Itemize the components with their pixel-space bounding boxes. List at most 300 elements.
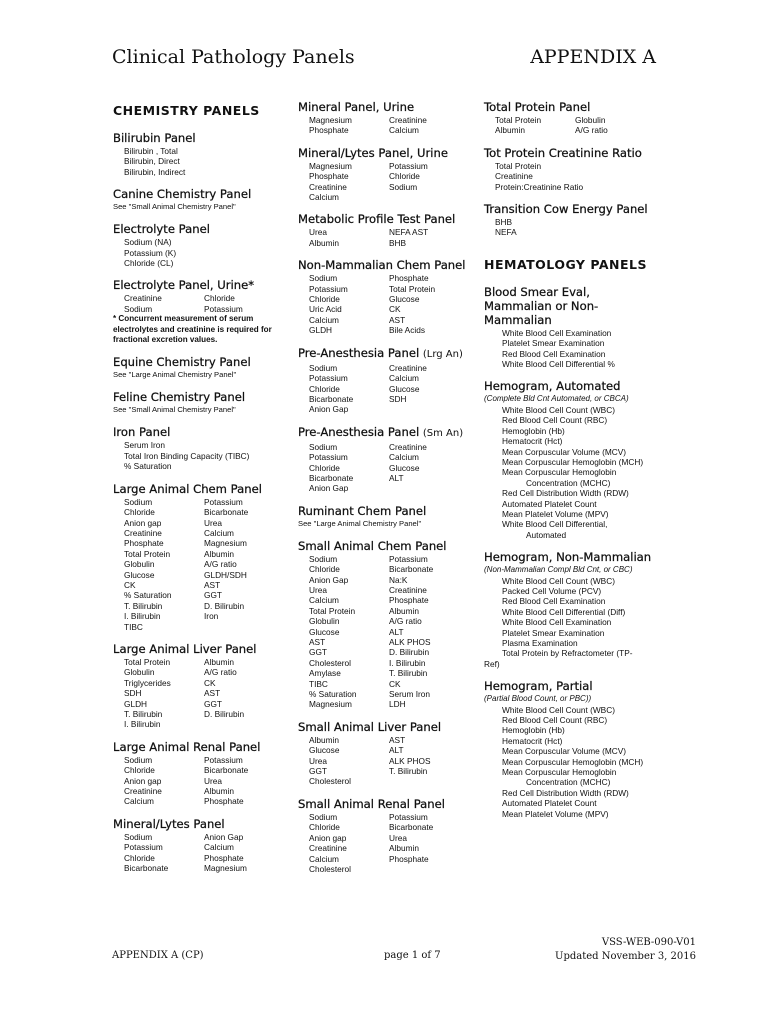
analyte: Albumin [309, 237, 339, 248]
analyte: Magnesium [204, 863, 247, 874]
panel-title [113, 817, 285, 831]
analyte: Hemoglobin (Hb) [502, 425, 565, 436]
analyte-row [309, 463, 474, 473]
analyte: Glucose [124, 569, 155, 580]
analyte: D. Bilirubin [204, 709, 245, 719]
analyte: Chloride [389, 171, 420, 182]
panel-section [298, 539, 474, 710]
panel-title [298, 504, 474, 518]
panel-title [113, 740, 285, 754]
analyte: Total Protein [389, 283, 436, 294]
analyte-row [124, 678, 285, 688]
analyte-row [309, 668, 474, 678]
panel-section [298, 504, 474, 529]
analyte: Mean Corpuscular Hemoglobin [502, 467, 617, 478]
analyte: Phosphate [309, 125, 349, 136]
analyte: AST [204, 688, 221, 699]
analyte: Concentration (MCHC) [526, 777, 611, 788]
analyte-row [309, 658, 474, 668]
analyte: Ref) [484, 658, 500, 669]
panel-section [113, 817, 285, 874]
analyte-grid [298, 273, 474, 335]
analyte-row [124, 719, 285, 729]
panel-section [113, 642, 285, 730]
analyte: Plasma Examination [502, 638, 578, 648]
analyte-row [309, 637, 474, 647]
panel-section [113, 131, 285, 177]
analyte [389, 404, 474, 414]
analyte: Sodium [309, 553, 338, 564]
analyte: GLDH [124, 698, 148, 709]
panel-section [484, 550, 660, 669]
analyte: Anion Gap [309, 483, 349, 494]
analyte: Creatinine [309, 181, 347, 192]
panel-title-text: Large Animal Liver Panel [113, 641, 257, 656]
panel-title [298, 100, 474, 114]
analyte: GGT [204, 698, 222, 709]
analyte-row [124, 304, 285, 314]
analyte: A/G ratio [204, 667, 237, 678]
analyte-row [124, 580, 285, 590]
analyte-grid [298, 161, 474, 203]
page-number: page 1 of 7 [384, 950, 441, 961]
analyte-row [309, 182, 474, 192]
analyte: Urea [309, 755, 327, 766]
analyte-row [124, 699, 285, 709]
analyte: ALT [389, 745, 404, 756]
panel-title [298, 146, 474, 160]
analyte-row [124, 842, 285, 852]
analyte-row [124, 528, 285, 538]
analyte: Calcium [309, 595, 339, 606]
analyte: GGT [309, 766, 327, 777]
analyte-row [495, 115, 660, 125]
panel-section [298, 425, 474, 494]
analyte-grid [298, 812, 474, 874]
analyte: Serum Iron [389, 689, 431, 700]
panel-section [113, 482, 285, 632]
analyte-list [484, 405, 660, 540]
analyte: AST [389, 314, 406, 325]
analyte: Potassium [309, 373, 348, 384]
analyte: Albumin [204, 656, 234, 667]
panel-subtitle: (Partial Blood Count, or PBC)) [484, 694, 592, 704]
analyte-row [309, 766, 474, 776]
analyte-row [124, 709, 285, 719]
analyte-row [124, 832, 285, 842]
panel-title [484, 379, 660, 393]
analyte: Cholesterol [309, 657, 351, 668]
analyte: Iron [204, 611, 219, 622]
analyte: Red Blood Cell Count (RBC) [502, 415, 608, 426]
panel-title [113, 222, 285, 236]
analyte: Chloride [204, 293, 235, 304]
panel-title-text: Bilirubin Panel [113, 131, 196, 145]
analyte: Glucose [309, 626, 340, 637]
analyte: White Blood Cell Differential % [502, 359, 615, 370]
analyte: CK [124, 579, 136, 590]
analyte: Potassium [204, 496, 243, 507]
panel-title-text: Small Animal Liver Panel [298, 719, 442, 734]
analyte: Creatinine [389, 362, 427, 373]
analyte: Uric Acid [309, 304, 342, 315]
analyte: Bicarbonate [309, 393, 354, 404]
panel-title [484, 285, 660, 327]
panel-title [113, 482, 285, 496]
analyte: Anion Gap [309, 574, 349, 585]
column-1 [113, 100, 285, 883]
analyte: I. Bilirubin [124, 611, 161, 622]
panel-section [298, 258, 474, 335]
panel-title [113, 425, 285, 439]
panel-title-text: Electrolyte Panel, Urine* [113, 278, 255, 293]
analyte: Potassium [309, 452, 348, 463]
analyte-row [309, 161, 474, 171]
analyte: AST [204, 579, 221, 590]
analyte-row [309, 315, 474, 325]
panel-section [113, 278, 285, 345]
panel-title-text: Hemogram, Non-Mammalian [484, 550, 652, 565]
analyte-row [309, 689, 474, 699]
analyte-grid [298, 554, 474, 710]
analyte: Chloride [309, 294, 340, 305]
analyte: Sodium [389, 181, 418, 192]
analyte: Protein:Creatinine Ratio [495, 181, 584, 192]
analyte-row [124, 549, 285, 559]
analyte: NEFA [495, 227, 517, 238]
analyte: Mean Corpuscular Hemoglobin [502, 767, 617, 778]
analyte: Calcium [309, 853, 339, 864]
panel-title-text: Tot Protein Creatinine Ratio [484, 145, 642, 160]
panel-subtitle: (Non-Mammalian Compl Bld Cnt, or CBC) [484, 565, 633, 575]
panel-title [298, 346, 474, 362]
analyte: Albumin [204, 548, 234, 559]
analyte [389, 483, 474, 493]
analyte-row [309, 284, 474, 294]
panel-subtitle: (Complete Bld Cnt Automated, or CBCA) [484, 394, 629, 404]
analyte: Potassium [309, 283, 348, 294]
analyte-grid [298, 442, 474, 494]
see-reference: See "Large Animal Chemistry Panel" [113, 370, 237, 380]
analyte: Platelet Smear Examination [502, 627, 605, 638]
analyte-row [124, 507, 285, 517]
analyte: Red Blood Cell Examination [502, 596, 606, 607]
analyte: Concentration (MCHC) [526, 477, 611, 488]
analyte: Phosphate [204, 796, 244, 807]
analyte: CK [204, 677, 216, 688]
panel-title-text: Electrolyte Panel [113, 222, 210, 237]
analyte-row [309, 585, 474, 595]
analyte: Calcium [124, 796, 154, 807]
analyte: GGT [204, 590, 222, 601]
analyte: Cholesterol [309, 776, 351, 787]
analyte: Anion gap [124, 517, 162, 528]
panel-section [298, 146, 474, 203]
analyte-grid [298, 363, 474, 415]
panel-section [484, 100, 660, 136]
analyte: Mean Platelet Volume (MPV) [502, 508, 609, 519]
analyte-row [124, 559, 285, 569]
analyte: AST [309, 637, 326, 647]
analyte: Phosphate [389, 595, 429, 606]
analyte-row [309, 227, 474, 237]
analyte: Hemoglobin (Hb) [502, 725, 565, 736]
analyte: SDH [389, 393, 407, 404]
analyte: Platelet Smear Examination [502, 338, 605, 349]
panel-section [298, 100, 474, 136]
analyte: Phosphate [389, 853, 429, 864]
analyte: T. Bilirubin [389, 766, 428, 777]
analyte-row [124, 538, 285, 548]
analyte-row [124, 622, 285, 632]
document-code: VSS-WEB-090-V01 [601, 937, 696, 948]
analyte: Potassium [124, 842, 163, 853]
analyte: Chloride (CL) [124, 258, 174, 269]
analyte: Packed Cell Volume (PCV) [502, 585, 602, 596]
panel-title-text: Large Animal Chem Panel [113, 481, 262, 496]
analyte-row [309, 864, 474, 874]
analyte: Urea [204, 775, 222, 786]
analyte: Glucose [389, 383, 420, 394]
panel-title [484, 679, 660, 693]
analyte-row [309, 325, 474, 335]
panel-section [113, 222, 285, 268]
panel-title [298, 720, 474, 734]
panel-title-text: Non-Mammalian Chem Panel [298, 258, 466, 273]
analyte: Potassium [389, 811, 428, 822]
panel-section [484, 285, 660, 370]
analyte: Albumin [204, 786, 234, 797]
analyte: % Saturation [309, 689, 357, 700]
analyte-row [124, 518, 285, 528]
analyte: Calcium [309, 192, 339, 203]
analyte: ALK PHOS [389, 637, 431, 647]
analyte-row [309, 394, 474, 404]
analyte: ALK PHOS [389, 755, 431, 766]
analyte: Chloride [124, 852, 155, 863]
analyte: Chloride [124, 765, 155, 776]
analyte-row [309, 404, 474, 414]
panel-title-text: Canine Chemistry Panel [113, 187, 252, 202]
analyte-grid [113, 832, 285, 874]
analyte: Creatinine [495, 171, 533, 182]
analyte: Cholesterol [309, 863, 351, 874]
analyte: TIBC [309, 678, 328, 689]
analyte: Glucose [389, 294, 420, 305]
panel-title [298, 539, 474, 553]
analyte: Urea [389, 832, 407, 843]
analyte-row [124, 497, 285, 507]
analyte: Total Protein [495, 115, 542, 125]
analyte-row [309, 575, 474, 585]
analyte: A/G ratio [575, 125, 608, 136]
see-reference: See "Small Animal Chemistry Panel" [113, 405, 236, 415]
analyte-row [309, 294, 474, 304]
analyte: Red Blood Cell Examination [502, 348, 606, 359]
analyte: Potassium [204, 754, 243, 765]
analyte: Creatinine [124, 293, 162, 304]
analyte: Sodium (NA) [124, 237, 172, 248]
analyte: Glucose [389, 462, 420, 473]
panel-title [113, 131, 285, 145]
panel-title-text: Metabolic Profile Test Panel [298, 212, 456, 227]
analyte-row [309, 384, 474, 394]
panel-section [113, 187, 285, 212]
updated-date: Updated November 3, 2016 [555, 951, 696, 962]
analyte: Globulin [309, 616, 340, 627]
analyte-row [124, 796, 285, 806]
analyte: Potassium [389, 160, 428, 171]
panel-title-text: Hemogram, Automated [484, 379, 621, 394]
analyte [389, 864, 474, 874]
analyte: Sodium [309, 362, 338, 373]
analyte-row [309, 373, 474, 383]
analyte-grid [113, 755, 285, 807]
analyte-row [309, 171, 474, 181]
analyte: Bicarbonate [389, 564, 434, 575]
analyte: Calcium [309, 314, 339, 325]
analyte-row [124, 853, 285, 863]
analyte: Bilirubin, Direct [124, 156, 180, 167]
analyte: Sodium [309, 441, 338, 452]
category-heading-text: CHEMISTRY PANELS [113, 103, 260, 118]
analyte: Albumin [495, 125, 525, 136]
analyte-row [309, 452, 474, 462]
panel-section [298, 346, 474, 415]
analyte: Bicarbonate [204, 507, 249, 518]
see-reference: See "Small Animal Chemistry Panel" [113, 202, 236, 212]
analyte: Calcium [389, 125, 419, 136]
document-title: Clinical Pathology Panels [112, 46, 355, 68]
analyte: Chloride [309, 564, 340, 575]
analyte: Chloride [309, 383, 340, 394]
analyte: Hematocrit (Hct) [502, 436, 563, 447]
analyte: Red Blood Cell Count (RBC) [502, 715, 608, 726]
panel-title-suffix: (Lrg An) [422, 348, 463, 360]
analyte: Glucose [309, 745, 340, 756]
analyte: Chloride [309, 462, 340, 473]
analyte-list [484, 705, 660, 819]
panel-title-text: Blood Smear Eval, Mammalian or Non-Mammalian [484, 284, 599, 327]
analyte: White Blood Cell Examination [502, 327, 612, 338]
analyte: A/G ratio [389, 616, 422, 627]
analyte-row [124, 667, 285, 677]
panel-title-text: Pre-Anesthesia Panel [298, 424, 420, 439]
panel-title [298, 425, 474, 441]
panel-title [113, 187, 285, 201]
analyte: Mean Corpuscular Hemoglobin (MCH) [502, 456, 644, 467]
analyte: Automated Platelet Count [502, 798, 597, 809]
analyte-row [309, 627, 474, 637]
analyte: Potassium (K) [124, 247, 177, 258]
panel-section [484, 202, 660, 238]
panel-section [484, 679, 660, 819]
analyte: Potassium [204, 303, 243, 314]
analyte: BHB [389, 237, 407, 248]
analyte: Globulin [124, 559, 155, 570]
analyte: Automated [526, 529, 567, 540]
analyte: Creatinine [124, 527, 162, 538]
column-3 [484, 100, 660, 829]
category-heading [113, 100, 285, 121]
panel-title-text: Mineral/Lytes Panel [113, 816, 225, 831]
analyte-grid [484, 115, 660, 136]
panel-title-text: Hemogram, Partial [484, 679, 593, 694]
analyte-row [309, 647, 474, 657]
analyte: LDH [389, 699, 406, 710]
analyte: Automated Platelet Count [502, 498, 597, 509]
analyte-row [309, 595, 474, 605]
analyte: Total Protein [495, 160, 542, 171]
category-heading [484, 254, 660, 275]
analyte: White Blood Cell Count (WBC) [502, 704, 615, 715]
analyte: Anion Gap [309, 404, 349, 415]
analyte: White Blood Cell Differential (Diff) [502, 606, 626, 617]
panel-title [113, 390, 285, 404]
analyte: Mean Corpuscular Hemoglobin (MCH) [502, 756, 644, 767]
analyte-row [309, 192, 474, 202]
analyte: Red Cell Distribution Width (RDW) [502, 488, 629, 499]
analyte-row [309, 833, 474, 843]
analyte: Mean Platelet Volume (MPV) [502, 808, 609, 819]
analyte: Globulin [124, 667, 155, 678]
analyte: A/G ratio [204, 559, 237, 570]
analyte: Anion Gap [204, 831, 244, 842]
analyte: I. Bilirubin [389, 657, 426, 668]
analyte: Mean Corpuscular Volume (MCV) [502, 446, 627, 457]
analyte-list [113, 440, 285, 471]
analyte: GGT [309, 647, 327, 658]
analyte-row [309, 822, 474, 832]
analyte: Triglycerides [124, 677, 171, 688]
analyte: Mean Corpuscular Volume (MCV) [502, 746, 627, 757]
analyte-row [309, 273, 474, 283]
footer-appendix: APPENDIX A (CP) [112, 950, 204, 961]
panel-title-text: Ruminant Chem Panel [298, 503, 427, 518]
analyte: I. Bilirubin [124, 719, 161, 730]
analyte: White Blood Cell Count (WBC) [502, 575, 615, 586]
panel-title-text: Feline Chemistry Panel [113, 390, 246, 405]
footnote: * Concurrent measurement of serum electrolytes and creatinine is required for fractional excretion values. [113, 314, 272, 345]
analyte: Urea [204, 517, 222, 528]
analyte: Bicarbonate [309, 472, 354, 483]
analyte [204, 622, 285, 632]
analyte: White Blood Cell Differential, [502, 519, 608, 530]
analyte [389, 776, 474, 786]
analyte: Phosphate [124, 538, 164, 549]
analyte: Calcium [389, 373, 419, 384]
analyte: Sodium [124, 754, 153, 765]
analyte: Magnesium [204, 538, 247, 549]
analyte: White Blood Cell Count (WBC) [502, 404, 615, 415]
analyte-row [309, 776, 474, 786]
analyte: Bilirubin , Total [124, 146, 178, 156]
analyte: Creatinine [309, 843, 347, 854]
analyte-grid [113, 293, 285, 314]
analyte: Anion gap [124, 775, 162, 786]
analyte: Calcium [389, 452, 419, 463]
analyte-row [309, 115, 474, 125]
analyte-row [124, 293, 285, 303]
panel-title [113, 355, 285, 369]
analyte-row [124, 601, 285, 611]
analyte-row [124, 611, 285, 621]
analyte-row [309, 238, 474, 248]
panel-title-text: Mineral Panel, Urine [298, 100, 415, 114]
analyte: NEFA AST [389, 227, 429, 238]
analyte-row [309, 442, 474, 452]
analyte-list [484, 161, 660, 192]
